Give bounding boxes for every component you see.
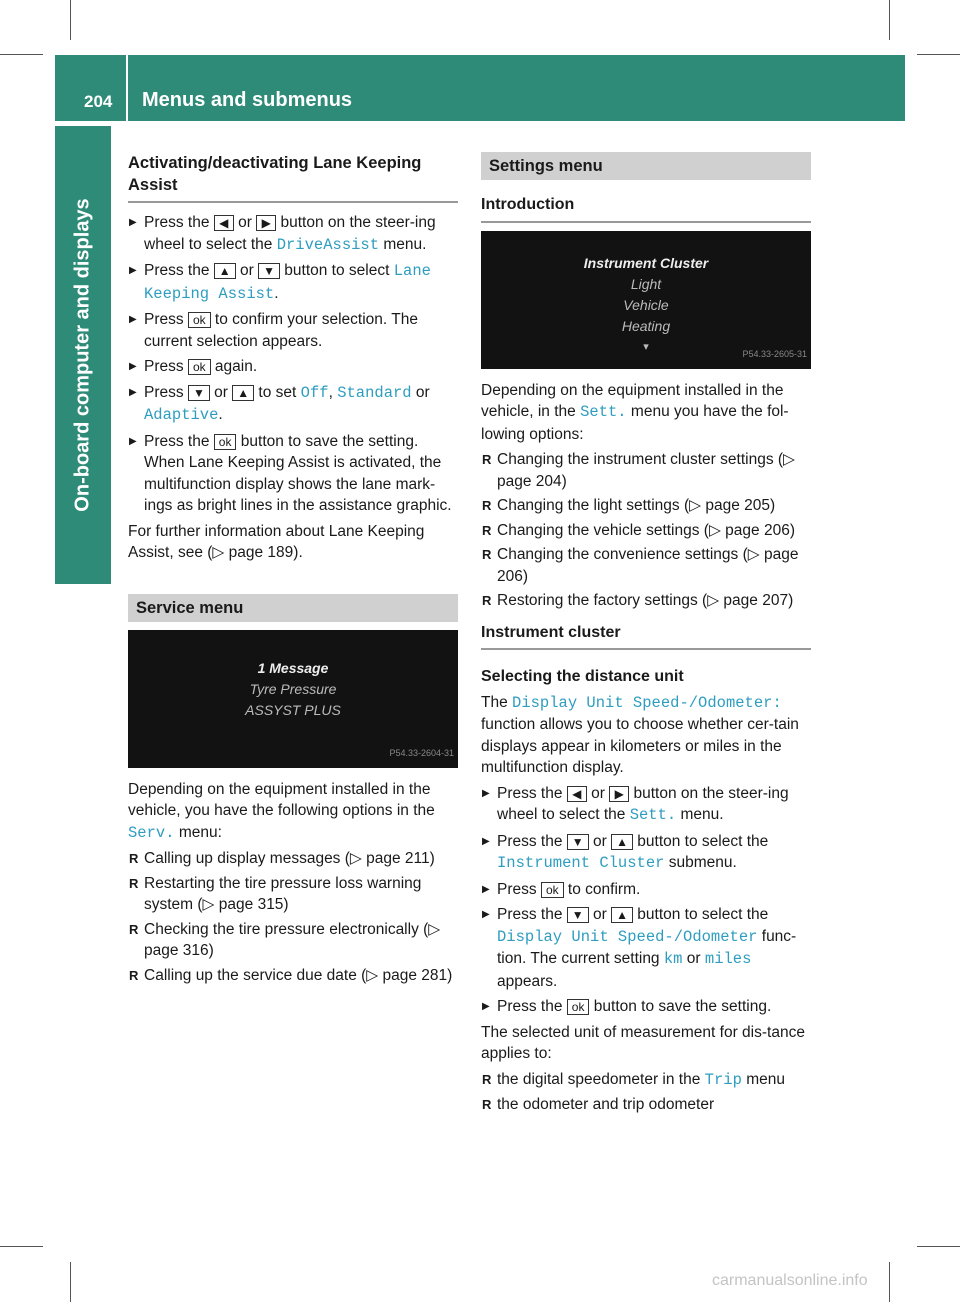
crop-mark	[0, 1246, 43, 1247]
settings-menu-screen	[481, 231, 811, 369]
button-key-icon: ◀	[567, 786, 587, 802]
unit-applies: The selected unit of measurement for dis-tance applies to:	[481, 1023, 805, 1062]
crop-mark	[70, 1262, 71, 1302]
list-item: R Calling up the service due date (▷ page 281)	[128, 965, 458, 987]
screen-line: Tyre Pressure	[249, 680, 337, 697]
header-separator	[126, 55, 128, 121]
screen-line: Instrument Cluster	[583, 254, 709, 271]
service-menu-heading: Service menu	[128, 594, 458, 622]
button-key-icon: ▲	[611, 834, 633, 850]
side-tab-label: On-board computer and displays	[71, 198, 94, 512]
button-key-icon: ▼	[567, 834, 589, 850]
button-key-icon: ◀	[214, 215, 234, 231]
image-ref: P54.33-2604-31	[389, 748, 454, 758]
screen-line: 1 Message	[257, 659, 329, 676]
lane-steps	[128, 212, 458, 517]
scroll-down-icon: ▾	[643, 340, 649, 353]
list-item: R Restarting the tire pressure loss warning system (▷ page 315)	[128, 873, 458, 916]
button-key-icon: ▼	[258, 263, 280, 279]
button-key-icon: ok	[567, 999, 590, 1015]
screen-line: ASSYST PLUS	[245, 701, 341, 718]
service-bullets	[128, 848, 458, 986]
instruction-step: ▶ Press ok to confirm.	[481, 879, 811, 901]
crop-mark	[917, 1246, 960, 1247]
button-key-icon: ▶	[609, 786, 629, 802]
lane-footer: For further information about Lane Keeping Assist, see (▷ page 189).	[128, 522, 425, 561]
list-item: R Changing the convenience settings (▷ page 206)	[481, 544, 811, 587]
service-intro: Depending on the equipment installed in the vehicle, you have the following options in the Serv. menu:	[128, 780, 435, 842]
crop-mark	[70, 0, 71, 40]
button-key-icon: ok	[541, 882, 564, 898]
screen-line: Heating	[621, 317, 671, 334]
crop-mark	[889, 0, 890, 40]
instruction-step: ▶ Press ok again.	[128, 356, 458, 378]
button-key-icon: ▼	[188, 385, 210, 401]
instruction-step: ▶ Press the ▼ or ▲ button to select the Display Unit Speed-/Odometer func-tion. The current setting km or miles appears.	[481, 904, 811, 992]
lane-keeping-heading: Activating/deactivating Lane Keeping Assist	[128, 152, 458, 203]
list-item: R Calling up display messages (▷ page 211)	[128, 848, 458, 870]
page-number: 204	[84, 92, 113, 111]
instruction-step: ▶ Press the ◀ or ▶ button on the steer-ing wheel to select the DriveAssist menu.	[128, 212, 458, 256]
distance-unit-heading: Selecting the distance unit	[481, 668, 684, 685]
settings-bullets	[481, 449, 811, 612]
button-key-icon: ▶	[256, 215, 276, 231]
list-item: R Checking the tire pressure electronically (▷ page 316)	[128, 919, 458, 962]
instruction-step: ▶ Press the ok button to save the setting.	[481, 996, 811, 1018]
settings-intro: Depending on the equipment installed in the vehicle, in the Sett. menu you have the fol-lowing options:	[481, 381, 789, 443]
list-item: R Changing the vehicle settings (▷ page 206)	[481, 520, 811, 542]
settings-menu-heading: Settings menu	[481, 152, 811, 180]
watermark: carmanualsonline.info	[712, 1272, 868, 1289]
button-key-icon: ok	[214, 434, 237, 450]
instruction-step: ▶ Press ok to confirm your selection. The current selection appears.	[128, 309, 458, 352]
list-item: R the digital speedometer in the Trip menu	[481, 1069, 811, 1092]
right-column	[481, 152, 811, 1119]
page-title: Menus and submenus	[142, 89, 353, 111]
instruction-step: ▶ Press the ok button to save the setting. When Lane Keeping Assist is activated, the multifunction display shows the lane mark-ings as bright lines in the assistance graphic.	[128, 431, 458, 517]
distance-steps	[481, 783, 811, 1018]
list-item: R Changing the instrument cluster settings (▷ page 204)	[481, 449, 811, 492]
crop-mark	[0, 54, 43, 55]
instrument-cluster-heading: Instrument cluster	[481, 622, 811, 651]
button-key-icon: ▲	[611, 907, 633, 923]
image-ref: P54.33-2605-31	[742, 349, 807, 359]
list-item: R the odometer and trip odometer	[481, 1094, 811, 1116]
instruction-step: ▶ Press the ▲ or ▼ button to select Lane Keeping Assist.	[128, 260, 458, 305]
distance-intro: The Display Unit Speed-/Odometer: function allows you to choose whether cer-tain displays appear in kilometers or miles in the multifunction display.	[481, 693, 799, 776]
button-key-icon: ▲	[214, 263, 236, 279]
crop-mark	[917, 54, 960, 55]
list-item: R Changing the light settings (▷ page 205)	[481, 495, 811, 517]
introduction-heading: Introduction	[481, 194, 811, 223]
instruction-step: ▶ Press the ◀ or ▶ button on the steer-ing wheel to select the Sett. menu.	[481, 783, 811, 827]
list-item: R Restoring the factory settings (▷ page 207)	[481, 590, 811, 612]
service-menu-screen	[128, 630, 458, 768]
crop-mark	[889, 1262, 890, 1302]
button-key-icon: ok	[188, 312, 211, 328]
button-key-icon: ok	[188, 359, 211, 375]
instruction-step: ▶ Press ▼ or ▲ to set Off, Standard or Adaptive.	[128, 382, 458, 427]
button-key-icon: ▲	[232, 385, 254, 401]
left-column	[128, 152, 458, 989]
button-key-icon: ▼	[567, 907, 589, 923]
screen-line: Light	[630, 275, 662, 292]
instruction-step: ▶ Press the ▼ or ▲ button to select the Instrument Cluster submenu.	[481, 831, 811, 875]
screen-line: Vehicle	[623, 296, 669, 313]
